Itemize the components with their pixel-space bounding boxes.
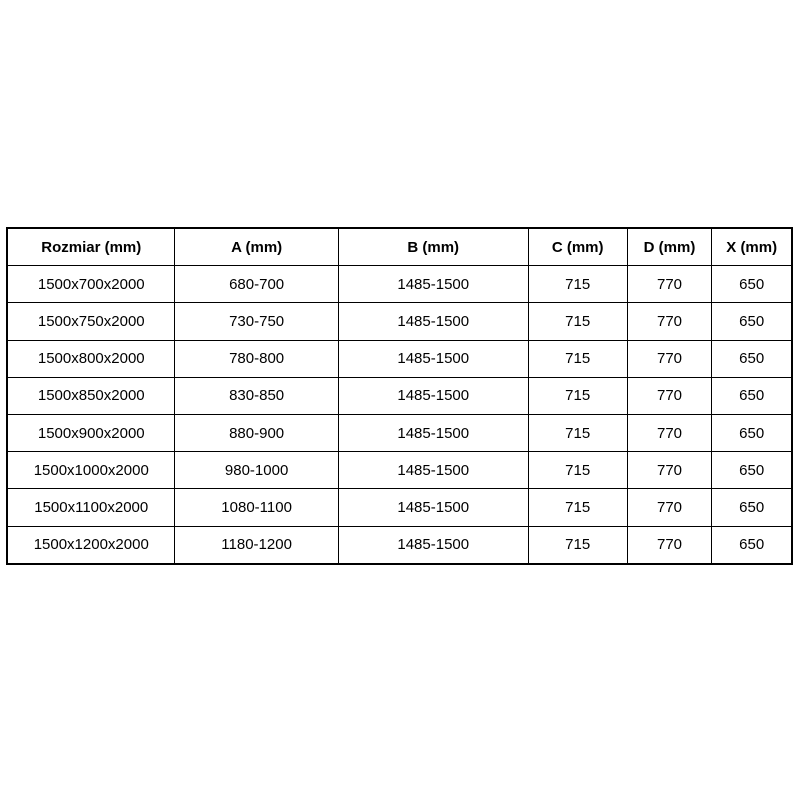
table-cell: 770 bbox=[627, 303, 712, 340]
table-row bbox=[7, 340, 792, 377]
table-cell: 1485-1500 bbox=[338, 303, 528, 340]
table-cell: 1500x1000x2000 bbox=[7, 452, 175, 489]
table-cell: 770 bbox=[627, 266, 712, 303]
table-cell: 680-700 bbox=[175, 266, 338, 303]
table-row bbox=[7, 266, 792, 303]
table-cell: 715 bbox=[528, 377, 627, 414]
column-header: Rozmiar (mm) bbox=[7, 228, 175, 266]
table-row bbox=[7, 414, 792, 451]
table-row bbox=[7, 377, 792, 414]
table-cell: 650 bbox=[712, 377, 792, 414]
table-cell: 650 bbox=[712, 526, 792, 564]
header-row bbox=[7, 228, 792, 266]
table-cell: 650 bbox=[712, 489, 792, 526]
column-header: X (mm) bbox=[712, 228, 792, 266]
table-cell: 770 bbox=[627, 414, 712, 451]
table-cell: 1500x750x2000 bbox=[7, 303, 175, 340]
table-cell: 730-750 bbox=[175, 303, 338, 340]
table-cell: 770 bbox=[627, 489, 712, 526]
table-cell: 1485-1500 bbox=[338, 489, 528, 526]
dimensions-table-container bbox=[6, 227, 793, 565]
table-row bbox=[7, 489, 792, 526]
table-cell: 650 bbox=[712, 303, 792, 340]
table-cell: 1485-1500 bbox=[338, 377, 528, 414]
table-cell: 1500x900x2000 bbox=[7, 414, 175, 451]
table-cell: 770 bbox=[627, 340, 712, 377]
table-cell: 715 bbox=[528, 340, 627, 377]
column-header: B (mm) bbox=[338, 228, 528, 266]
table-cell: 715 bbox=[528, 526, 627, 564]
table-cell: 650 bbox=[712, 266, 792, 303]
column-header: D (mm) bbox=[627, 228, 712, 266]
table-cell: 770 bbox=[627, 377, 712, 414]
table-cell: 1485-1500 bbox=[338, 526, 528, 564]
table-cell: 1485-1500 bbox=[338, 266, 528, 303]
column-header: A (mm) bbox=[175, 228, 338, 266]
table-cell: 715 bbox=[528, 266, 627, 303]
dimensions-table bbox=[6, 227, 793, 565]
table-cell: 715 bbox=[528, 303, 627, 340]
table-cell: 1485-1500 bbox=[338, 340, 528, 377]
table-cell: 770 bbox=[627, 526, 712, 564]
table-cell: 1500x850x2000 bbox=[7, 377, 175, 414]
table-row bbox=[7, 452, 792, 489]
table-cell: 1500x1100x2000 bbox=[7, 489, 175, 526]
table-cell: 1500x700x2000 bbox=[7, 266, 175, 303]
table-cell: 1500x800x2000 bbox=[7, 340, 175, 377]
table-cell: 715 bbox=[528, 452, 627, 489]
table-cell: 650 bbox=[712, 340, 792, 377]
table-cell: 980-1000 bbox=[175, 452, 338, 489]
table-cell: 715 bbox=[528, 414, 627, 451]
table-cell: 770 bbox=[627, 452, 712, 489]
table-cell: 1485-1500 bbox=[338, 452, 528, 489]
table-cell: 880-900 bbox=[175, 414, 338, 451]
table-cell: 780-800 bbox=[175, 340, 338, 377]
table-row bbox=[7, 526, 792, 564]
table-cell: 1500x1200x2000 bbox=[7, 526, 175, 564]
table-cell: 1485-1500 bbox=[338, 414, 528, 451]
table-cell: 715 bbox=[528, 489, 627, 526]
table-cell: 650 bbox=[712, 414, 792, 451]
table-cell: 1180-1200 bbox=[175, 526, 338, 564]
table-cell: 830-850 bbox=[175, 377, 338, 414]
table-cell: 1080-1100 bbox=[175, 489, 338, 526]
table-body bbox=[7, 266, 792, 564]
column-header: C (mm) bbox=[528, 228, 627, 266]
table-row bbox=[7, 303, 792, 340]
table-cell: 650 bbox=[712, 452, 792, 489]
